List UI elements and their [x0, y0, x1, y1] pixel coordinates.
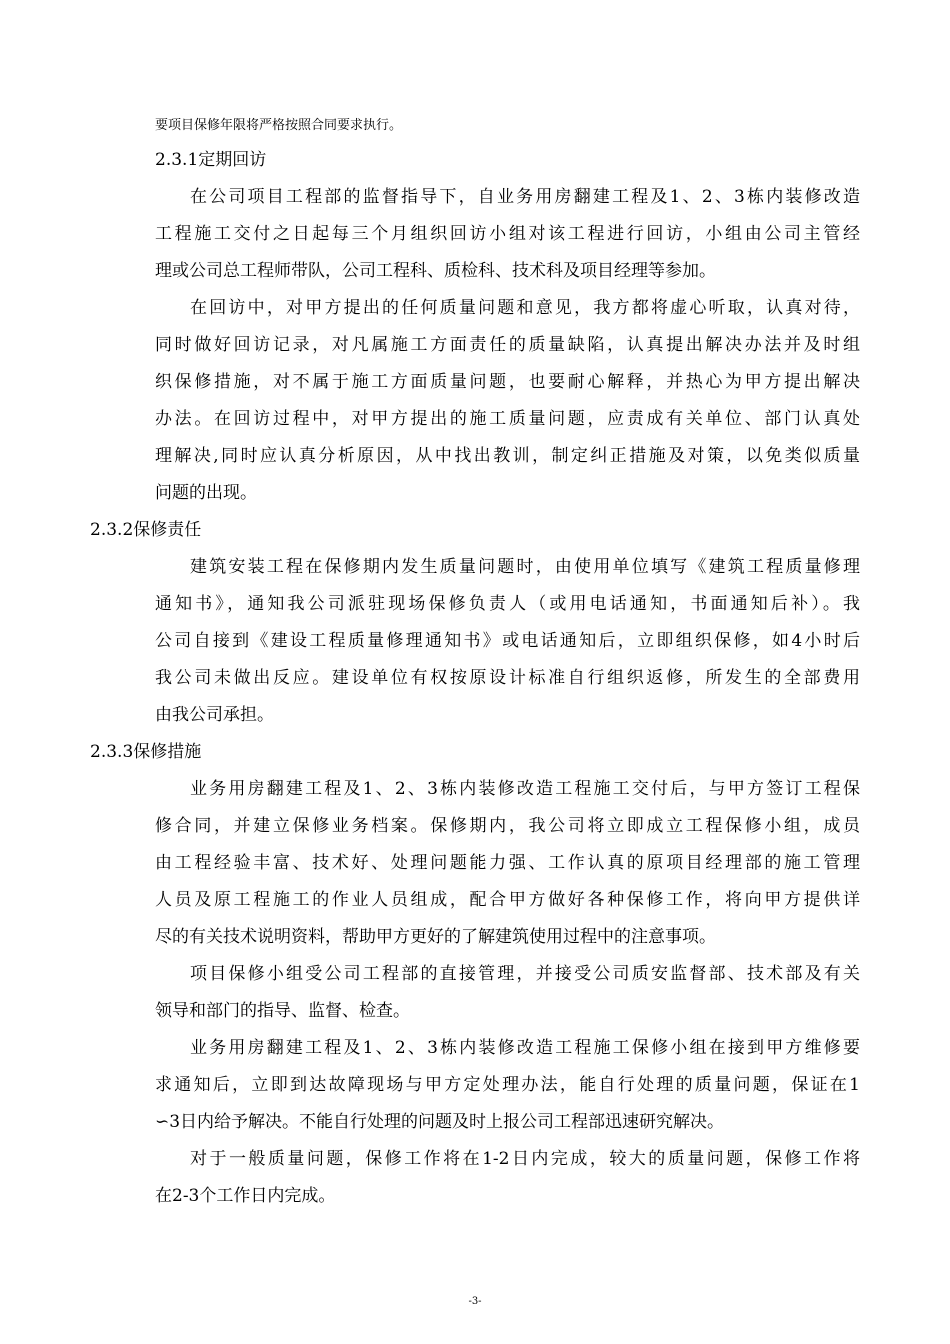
paragraph-line: 人员及原工程施工的作业人员组成，配合甲方做好各种保修工作，将向甲方提供详 — [155, 890, 860, 910]
paragraph-line: 工程施工交付之日起每三个月组织回访小组对该工程进行回访，小组由公司主管经 — [155, 224, 860, 244]
paragraph-line: 由我公司承担。 — [155, 705, 274, 725]
paragraph-line: 办法。在回访过程中，对甲方提出的施工质量问题，应责成有关单位、部门认真处 — [155, 409, 860, 429]
paragraph-line: 同时做好回访记录，对凡属施工方面责任的质量缺陷，认真提出解决办法并及时组 — [155, 335, 860, 355]
paragraph-line: 由工程经验丰富、技术好、处理问题能力强、工作认真的原项目经理部的施工管理 — [155, 853, 860, 873]
paragraph-line: 我公司未做出反应。建设单位有权按原设计标准自行组织返修，所发生的全部费用 — [155, 668, 860, 688]
paragraph-line: 在公司项目工程部的监督指导下，自业务用房翻建工程及1、2、3栋内装修改造 — [190, 187, 860, 207]
paragraph-line: 求通知后，立即到达故障现场与甲方定处理办法，能自行处理的质量问题，保证在1 — [155, 1075, 860, 1095]
paragraph-line: 尽的有关技术说明资料，帮助甲方更好的了解建筑使用过程中的注意事项。 — [155, 927, 716, 947]
paragraph-line: 通知书》，通知我公司派驻现场保修负责人（或用电话通知，书面通知后补）。我 — [155, 594, 860, 614]
paragraph-line: 在回访中，对甲方提出的任何质量问题和意见，我方都将虚心听取，认真对待， — [190, 298, 860, 318]
paragraph-line: 公司自接到《建设工程质量修理通知书》或电话通知后，立即组织保修，如4小时后 — [155, 631, 860, 651]
paragraph-line: 理或公司总工程师带队，公司工程科、质检科、技术科及项目经理等参加。 — [155, 261, 716, 281]
paragraph-line: 修合同，并建立保修业务档案。保修期内，我公司将立即成立工程保修小组，成员 — [155, 816, 860, 836]
paragraph-line: 建筑安装工程在保修期内发生质量问题时，由使用单位填写《建筑工程质量修理 — [190, 557, 860, 577]
paragraph-line: ∽3日内给予解决。不能自行处理的问题及时上报公司工程部迅速研究解决。 — [155, 1112, 725, 1132]
page-number: -3- — [468, 1296, 482, 1307]
section-heading-2-3-3: 2.3.3保修措施 — [90, 742, 202, 762]
paragraph-line: 领导和部门的指导、监督、检查。 — [155, 1001, 410, 1021]
paragraph-line: 业务用房翻建工程及1、2、3栋内装修改造工程施工交付后，与甲方签订工程保 — [190, 779, 860, 799]
paragraph-line: 织保修措施，对不属于施工方面质量问题，也要耐心解释，并热心为甲方提出解决 — [155, 372, 860, 392]
paragraph-line: 在2-3个工作日内完成。 — [155, 1186, 336, 1206]
paragraph-line: 对于一般质量问题，保修工作将在1-2日内完成，较大的质量问题，保修工作将 — [190, 1149, 860, 1169]
section-heading-2-3-1: 2.3.1定期回访 — [155, 150, 267, 170]
paragraph-line: 要项目保修年限将严格按照合同要求执行。 — [155, 118, 403, 133]
paragraph-line: 理解决,同时应认真分析原因，从中找出教训，制定纠正措施及对策，以免类似质量 — [155, 446, 860, 466]
paragraph-line: 问题的出现。 — [155, 483, 257, 503]
section-heading-2-3-2: 2.3.2保修责任 — [90, 520, 202, 540]
paragraph-line: 项目保修小组受公司工程部的直接管理，并接受公司质安监督部、技术部及有关 — [190, 964, 860, 984]
paragraph-line: 业务用房翻建工程及1、2、3栋内装修改造工程施工保修小组在接到甲方维修要 — [190, 1038, 860, 1058]
